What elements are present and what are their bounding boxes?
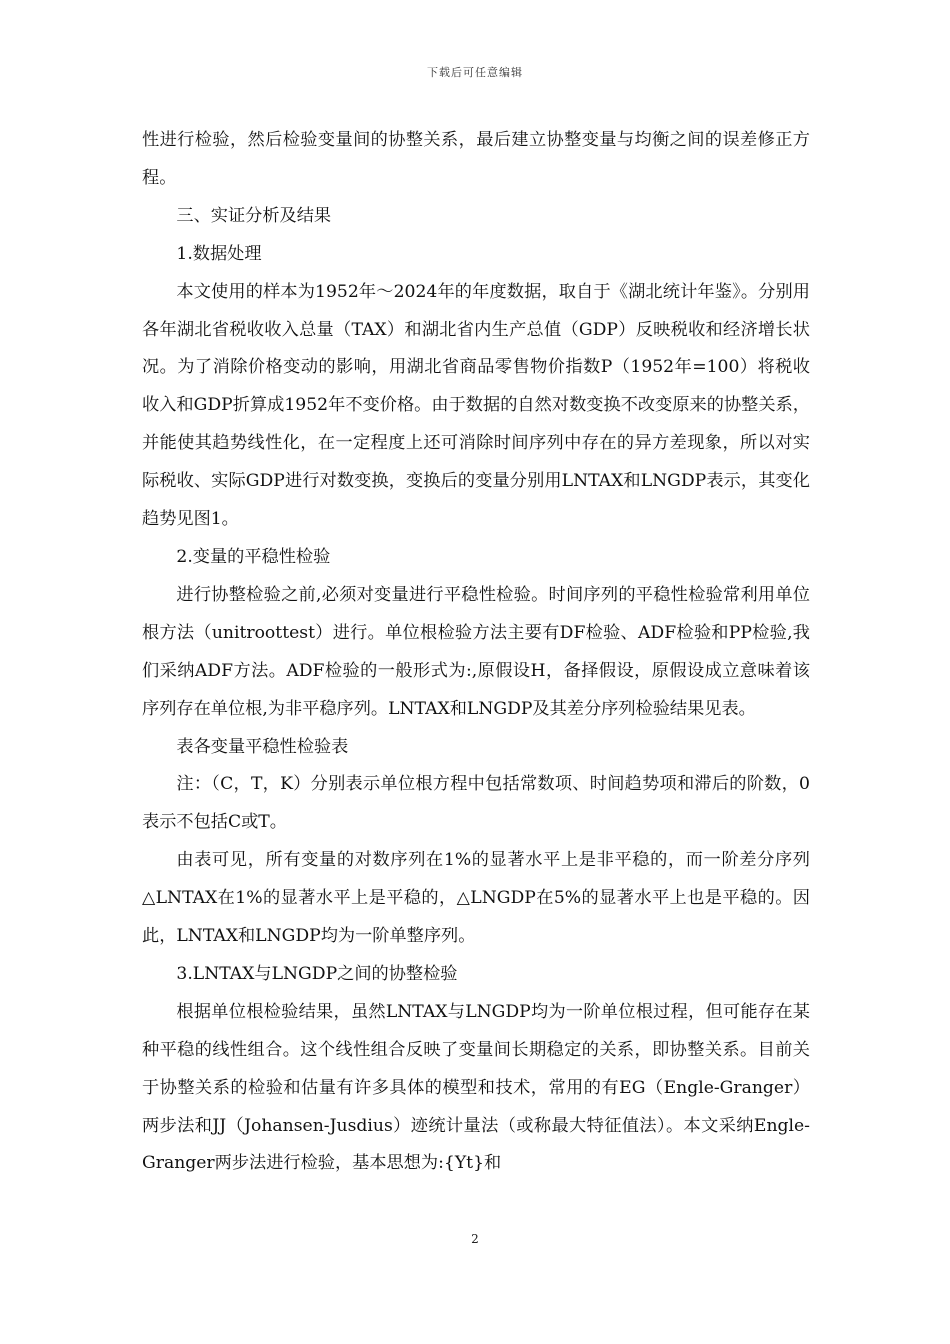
subsection-heading-cointegration-test: 3.LNTAX与LNGDP之间的协整检验: [176, 963, 458, 984]
paragraph-continuation: 性进行检验，然后检验变量间的协整关系，最后建立协整变量与均衡之间的误差修正方程。: [142, 130, 810, 188]
document-body: [142, 122, 810, 1183]
paragraph-data-description: 本文使用的样本为1952年～2024年的年度数据，取自于《湖北统计年鉴》。分别用各年湖北省税收收入总量（TAX）和湖北省内生产总值（GDP）反映税收和经济增长状况。为了消除价格变动的影响，用湖北省商品零售物价指数P（1952年=100）将税收收入和GDP折算成1952年不变价格。由于数据的自然对数变换不改变原来的协整关系，并能使其趋势线性化，在一定程度上还可消除时间序列中存在的异方差现象，所以对实际税收、实际GDP进行对数变换，变换后的变量分别用LNTAX和LNGDP表示，其变化趋势见图1。: [142, 281, 810, 530]
table-note: 注：（C，T，K）分别表示单位根方程中包括常数项、时间趋势项和滞后的阶数，0表示不包括C或T。: [142, 774, 810, 833]
subsection-heading-stationarity-test: 2.变量的平稳性检验: [176, 546, 331, 567]
paragraph-cointegration-method: 根据单位根检验结果，虽然LNTAX与LNGDP均为一阶单位根过程，但可能存在某种平稳的线性组合。这个线性组合反映了变量间长期稳定的关系，即协整关系。目前关于协整关系的检验和估量有许多具体的模型和技术，常用的有EG（Engle-Granger）两步法和JJ（Johansen-Jusdius）迹统计量法（或称最大特征值法）。本文采纳Engle-Granger两步法进行检验，基本思想为:{Yt}和: [142, 1001, 810, 1174]
table-caption: 表各变量平稳性检验表: [176, 736, 349, 757]
page-number: 2: [471, 1232, 479, 1246]
subsection-heading-data-processing: 1.数据处理: [176, 243, 262, 264]
section-heading-empirical-analysis: 三、实证分析及结果: [176, 205, 332, 226]
page-header: 下载后可任意编辑: [427, 66, 523, 79]
paragraph-test-results: 由表可见，所有变量的对数序列在1%的显著水平上是非平稳的，而一阶差分序列△LNTAX在1%的显著水平上是平稳的，△LNGDP在5%的显著水平上也是平稳的。因此，LNTAX和LNGDP均为一阶单整序列。: [142, 850, 810, 947]
paragraph-adf-method: 进行协整检验之前,必须对变量进行平稳性检验。时间序列的平稳性检验常利用单位根方法（unitroottest）进行。单位根检验方法主要有DF检验、ADF检验和PP检验,我们采纳ADF方法。ADF检验的一般形式为:,原假设H，备择假设，原假设成立意味着该序列存在单位根,为非平稳序列。LNTAX和LNGDP及其差分序列检验结果见表。: [142, 584, 810, 719]
